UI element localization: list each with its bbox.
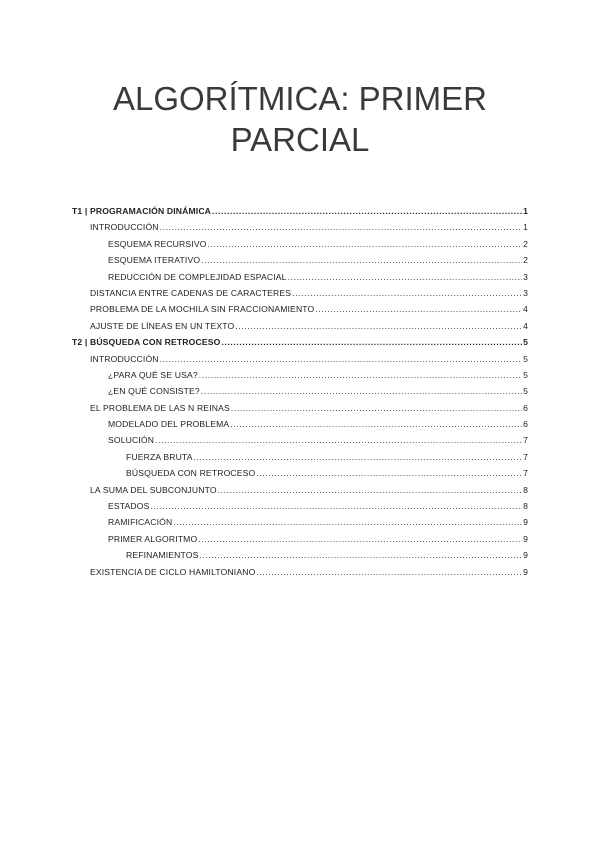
toc-entry[interactable] bbox=[72, 255, 528, 271]
toc-entry-page-number: 6 bbox=[523, 402, 528, 413]
toc-entry-title: EL PROBLEMA DE LAS N REINAS bbox=[90, 402, 230, 413]
toc-entry[interactable] bbox=[72, 435, 528, 451]
toc-entry[interactable] bbox=[72, 337, 528, 353]
table-of-contents bbox=[72, 206, 528, 583]
toc-entry-page-number: 3 bbox=[523, 287, 528, 298]
toc-entry[interactable] bbox=[72, 468, 528, 484]
toc-entry[interactable] bbox=[72, 534, 528, 550]
toc-entry-title: PRIMER ALGORITMO bbox=[108, 533, 198, 544]
toc-entry-page-number: 9 bbox=[523, 550, 528, 561]
toc-entry[interactable] bbox=[72, 370, 528, 386]
toc-dot-leader bbox=[201, 386, 522, 396]
toc-entry-title: RAMIFICACIÓN bbox=[108, 517, 173, 528]
toc-entry-title: ¿PARA QUÉ SE USA? bbox=[108, 369, 198, 380]
toc-entry-page-number: 9 bbox=[523, 517, 528, 528]
toc-entry[interactable] bbox=[72, 272, 528, 288]
toc-dot-leader bbox=[199, 370, 522, 380]
toc-entry[interactable] bbox=[72, 206, 528, 222]
document-title bbox=[0, 78, 600, 160]
toc-entry-page-number: 5 bbox=[523, 353, 528, 364]
toc-dot-leader bbox=[218, 485, 522, 495]
toc-entry-title: ¿EN QUÉ CONSISTE? bbox=[108, 386, 200, 397]
toc-entry-title: REFINAMIENTOS bbox=[126, 550, 199, 561]
toc-entry-page-number: 9 bbox=[523, 566, 528, 577]
toc-entry[interactable] bbox=[72, 567, 528, 583]
toc-dot-leader bbox=[160, 222, 522, 232]
toc-dot-leader bbox=[235, 321, 522, 331]
toc-entry-title: ESQUEMA RECURSIVO bbox=[108, 238, 207, 249]
toc-entry-title: LA SUMA DEL SUBCONJUNTO bbox=[90, 484, 217, 495]
toc-entry-title: PROBLEMA DE LA MOCHILA SIN FRACCIONAMIENTO bbox=[90, 304, 315, 315]
toc-entry[interactable] bbox=[72, 288, 528, 304]
toc-entry[interactable] bbox=[72, 354, 528, 370]
toc-entry-title: AJUSTE DE LÍNEAS EN UN TEXTO bbox=[90, 320, 235, 331]
toc-entry-title: ESTADOS bbox=[108, 501, 150, 512]
toc-dot-leader bbox=[230, 419, 522, 429]
toc-dot-leader bbox=[231, 403, 522, 413]
toc-dot-leader bbox=[194, 452, 522, 462]
toc-entry-page-number: 4 bbox=[523, 304, 528, 315]
toc-entry[interactable] bbox=[72, 517, 528, 533]
toc-entry-title: EXISTENCIA DE CICLO HAMILTONIANO bbox=[90, 566, 256, 577]
toc-entry[interactable] bbox=[72, 452, 528, 468]
toc-dot-leader bbox=[292, 288, 522, 298]
toc-entry-page-number: 5 bbox=[523, 386, 528, 397]
toc-dot-leader bbox=[199, 550, 522, 560]
toc-entry-title: DISTANCIA ENTRE CADENAS DE CARACTERES bbox=[90, 287, 292, 298]
document-title-line-1: ALGORÍTMICA: PRIMER bbox=[112, 80, 488, 117]
toc-entry[interactable] bbox=[72, 550, 528, 566]
toc-entry-title: ESQUEMA ITERATIVO bbox=[108, 255, 201, 266]
toc-dot-leader bbox=[256, 567, 522, 577]
document-title-line-2: PARCIAL bbox=[230, 121, 370, 158]
toc-entry-title: BÚSQUEDA CON RETROCESO bbox=[126, 468, 256, 479]
toc-dot-leader bbox=[288, 272, 522, 282]
toc-entry-title: INTRODUCCIÓN bbox=[90, 353, 159, 364]
toc-entry-title: T1 | PROGRAMACIÓN DINÁMICA bbox=[72, 206, 212, 216]
toc-entry-title: FUERZA BRUTA bbox=[126, 451, 193, 462]
toc-dot-leader bbox=[221, 337, 522, 347]
toc-entry-page-number: 7 bbox=[523, 468, 528, 479]
toc-entry[interactable] bbox=[72, 304, 528, 320]
toc-dot-leader bbox=[150, 501, 522, 511]
toc-entry[interactable] bbox=[72, 501, 528, 517]
toc-dot-leader bbox=[155, 435, 522, 445]
toc-entry-page-number: 2 bbox=[523, 255, 528, 266]
toc-entry-page-number: 6 bbox=[523, 419, 528, 430]
toc-entry[interactable] bbox=[72, 403, 528, 419]
toc-dot-leader bbox=[201, 255, 522, 265]
toc-entry-page-number: 3 bbox=[523, 271, 528, 282]
toc-entry[interactable] bbox=[72, 239, 528, 255]
toc-entry-title: INTRODUCCIÓN bbox=[90, 222, 159, 233]
toc-dot-leader bbox=[208, 239, 523, 249]
toc-entry-title: T2 | BÚSQUEDA CON RETROCESO bbox=[72, 337, 221, 348]
toc-entry-page-number: 4 bbox=[523, 320, 528, 331]
toc-dot-leader bbox=[160, 354, 522, 364]
toc-entry[interactable] bbox=[72, 321, 528, 337]
toc-dot-leader bbox=[315, 304, 522, 314]
toc-dot-leader bbox=[256, 468, 522, 478]
toc-entry[interactable] bbox=[72, 386, 528, 402]
toc-entry-page-number: 9 bbox=[523, 533, 528, 544]
toc-entry-title: REDUCCIÓN DE COMPLEJIDAD ESPACIAL bbox=[108, 271, 287, 282]
toc-entry-page-number: 5 bbox=[523, 369, 528, 380]
toc-entry-page-number: 1 bbox=[523, 206, 528, 216]
toc-dot-leader bbox=[173, 517, 522, 527]
toc-entry-title: SOLUCIÓN bbox=[108, 435, 155, 446]
toc-entry[interactable] bbox=[72, 485, 528, 501]
toc-entry-page-number: 2 bbox=[523, 238, 528, 249]
toc-entry-page-number: 8 bbox=[523, 484, 528, 495]
toc-entry[interactable] bbox=[72, 419, 528, 435]
toc-entry-page-number: 7 bbox=[523, 451, 528, 462]
toc-entry-page-number: 5 bbox=[523, 337, 528, 348]
toc-entry-page-number: 1 bbox=[523, 222, 528, 233]
toc-entry-page-number: 7 bbox=[523, 435, 528, 446]
toc-entry-page-number: 8 bbox=[523, 501, 528, 512]
toc-entry[interactable] bbox=[72, 222, 528, 238]
toc-entry-title: MODELADO DEL PROBLEMA bbox=[108, 419, 230, 430]
toc-dot-leader bbox=[198, 534, 522, 544]
toc-dot-leader bbox=[212, 206, 522, 216]
